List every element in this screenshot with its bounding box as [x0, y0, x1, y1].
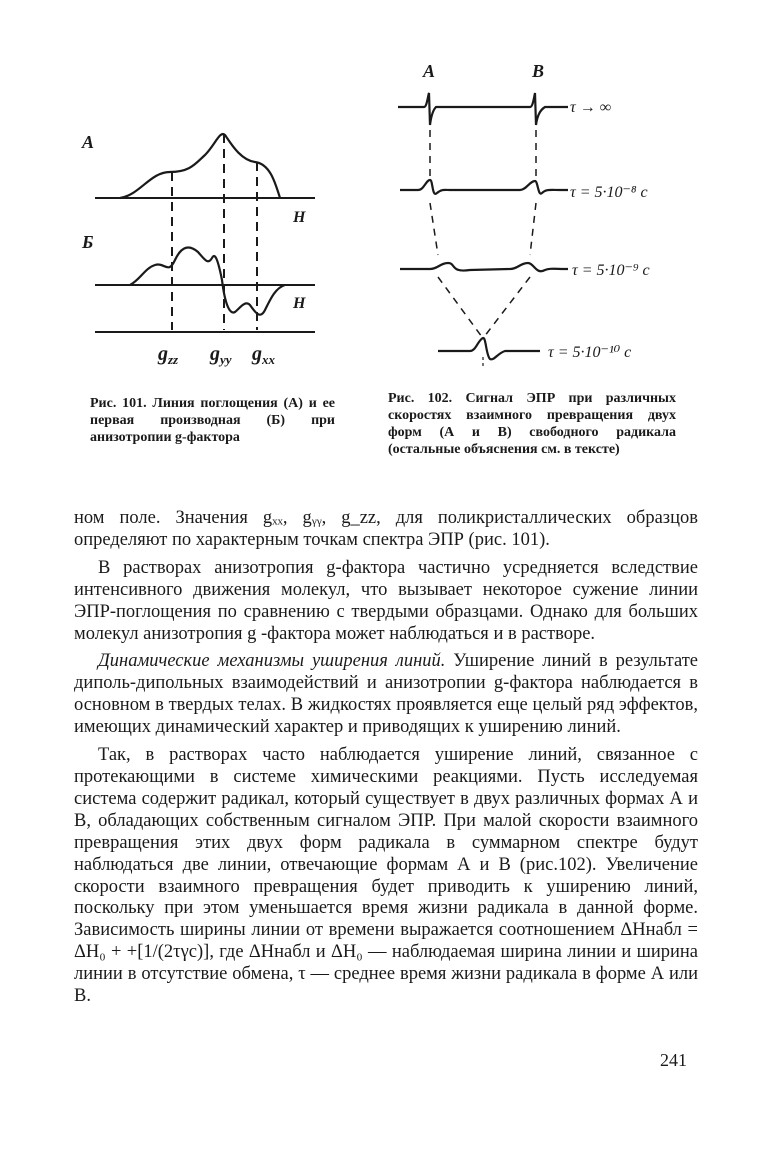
fig102-label-a: А	[423, 61, 436, 81]
caption-fig102-text: Сигнал ЭПР при различных скоростях взаимного превращения двух форм (А и В) свободного радикала (остальные объяснения см. в тексте)	[388, 391, 676, 457]
caption-fig101-text: Линия поглощения (А) и ее первая производная (Б) при анизотропии g-фактора	[90, 396, 335, 445]
paragraph-2: В растворах анизотропия g-фактора частично усредняется вследствие интенсивного движения молекул, что вызывает некоторое сужение линии ЭПР-поглощения по сравнению с твердыми образцами. Однако для больших молекул анизотропия g -фактора может наблюдаться и в растворе.	[74, 557, 698, 644]
paragraph-1: ном поле. Значения gₓₓ, gᵧᵧ, g_zz, для поликристаллических образцов определяют по характерным точкам спектра ЭПР (рис. 101).	[74, 508, 698, 550]
caption-fig101-number: Рис. 101.	[90, 396, 147, 411]
fig101-derivative-curve	[130, 247, 285, 314]
fig102-guide-b-3	[484, 277, 530, 337]
fig102-spectrum-4	[438, 338, 540, 359]
paragraph-3	[74, 651, 698, 739]
fig102-guide-a-3	[438, 277, 482, 337]
fig102-spectrum-3	[400, 263, 568, 271]
fig102-spectrum-1	[398, 93, 568, 125]
caption-fig102-number: Рис. 102.	[388, 391, 453, 406]
fig102-tau-1: τ → ∞	[570, 99, 612, 116]
paragraph-3-text: Уширение линий в результате диполь-дипольных взаимодействий и анизотропии g-фактора наблюдается в основном в твердых телах. В жидкостях проявляется еще целый ряд эффектов, имеющих динамический характер и приводящих к уширению линий.	[74, 651, 698, 738]
fig101-axis-h-bottom: Н	[293, 295, 306, 312]
fig102-guide-b-2	[530, 203, 536, 255]
fig101-gxx-label: $g_{xx}$	[252, 343, 275, 367]
fig102-guide-a-2	[430, 203, 438, 255]
fig102-tau-4: τ = 5·10⁻¹⁰ с	[548, 344, 632, 361]
fig101-label-a: А	[82, 132, 95, 152]
caption-fig101	[90, 395, 335, 446]
body-text	[74, 508, 698, 1008]
fig101-axis-h-top: Н	[293, 209, 306, 226]
fig102-tau-2: τ = 5·10⁻⁸ с	[570, 184, 648, 201]
fig101-gzz-label: $g_{zz}$	[158, 343, 179, 367]
fig101-label-b: Б	[82, 232, 94, 252]
figure-102	[390, 55, 680, 375]
page-number: 241	[660, 1050, 687, 1070]
paragraph-4: Так, в растворах часто наблюдается уширение линий, связанное с протекающими в системе химическими реакциями. Пусть исследуемая система содержит радикал, который существует в двух различных формах А и В, обладающих собственным сигналом ЭПР. При малой скорости взаимного превращения этих двух форм радикала в суммарном спектре будут наблюдаться две линии, отвечающие формам А и В (рис.102). Увеличение скорости взаимного превращения будет приводить к уширению линий, поскольку при этом уменьшается время жизни радикала в данной форме. Зависимость ширины линии от времени выражается соотношением ΔHнабл = ΔH₀ + +[1/(2τγc)], где ΔHнабл и ΔH₀ — наблюдаемая ширина линии и ширина линии в отсутствие обмена, τ — среднее время жизни радикала в форме А или В.	[74, 745, 698, 1007]
fig102-svg	[390, 55, 680, 375]
caption-fig102	[388, 390, 676, 458]
figure-101	[80, 120, 340, 380]
fig102-label-b: В	[532, 61, 545, 81]
fig101-gyy-label: $g_{yy}$	[210, 343, 232, 367]
fig101-svg	[80, 120, 340, 380]
fig102-tau-3: τ = 5·10⁻⁹ с	[572, 262, 650, 279]
fig102-spectrum-2	[400, 180, 568, 194]
paragraph-3-heading: Динамические механизмы уширения линий.	[98, 651, 446, 672]
